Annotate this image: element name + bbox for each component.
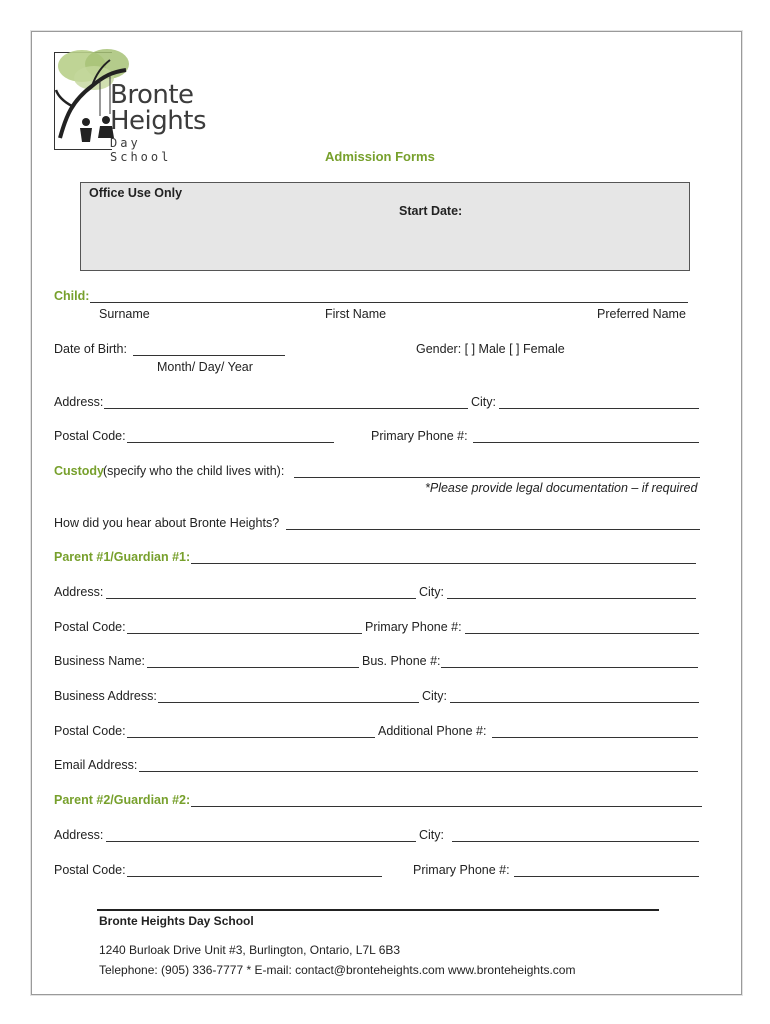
parent2-label: Parent #2/Guardian #2: (54, 793, 191, 807)
footer-contact: Telephone: (905) 336-7777 * E-mail: contact@bronteheights.com www.bronteheights.com (99, 963, 576, 977)
child-address-field[interactable] (104, 408, 468, 409)
parent2-address-field[interactable] (106, 841, 416, 842)
parent1-address-field[interactable] (106, 598, 416, 599)
dob-hint: Month/ Day/ Year (157, 360, 253, 374)
email-field[interactable] (139, 771, 698, 772)
parent1-postal-field[interactable] (127, 633, 362, 634)
parent2-postal-label: Postal Code: (54, 863, 126, 877)
child-address-label: Address: (54, 395, 104, 409)
parent1-city-field[interactable] (447, 598, 696, 599)
parent1-postal2-field[interactable] (127, 737, 375, 738)
parent1-label: Parent #1/Guardian #1: (54, 550, 191, 564)
dob-label: Date of Birth: (54, 342, 127, 356)
child-postal-field[interactable] (127, 442, 334, 443)
logo-text-heights: Heights (110, 106, 206, 136)
custody-field[interactable] (294, 477, 700, 478)
footer-rule (97, 909, 659, 911)
parent1-postal-label: Postal Code: (54, 620, 126, 634)
parent1-phone-label: Primary Phone #: (365, 620, 462, 634)
business-address-label: Business Address: (54, 689, 157, 703)
parent2-name-field[interactable] (191, 806, 702, 807)
parent2-postal-field[interactable] (127, 876, 382, 877)
business-name-label: Business Name: (54, 654, 146, 668)
parent2-city-field[interactable] (452, 841, 699, 842)
office-use-box (80, 182, 690, 271)
hear-label: How did you hear about Bronte Heights? (54, 516, 280, 530)
email-label: Email Address: (54, 758, 138, 772)
parent1-postal2-label: Postal Code: (54, 724, 126, 738)
parent1-address-label: Address: (54, 585, 104, 599)
child-name-field[interactable] (90, 302, 688, 303)
child-city-label: City: (471, 395, 496, 409)
footer-school-name: Bronte Heights Day School (99, 914, 254, 928)
child-phone-field[interactable] (473, 442, 699, 443)
additional-phone-field[interactable] (492, 737, 698, 738)
form-title: Admission Forms (325, 149, 435, 164)
logo-text-day-school: Day School (110, 136, 172, 164)
hear-field[interactable] (286, 529, 700, 530)
parent2-phone-field[interactable] (514, 876, 699, 877)
form-page (31, 31, 742, 995)
first-name-label: First Name (325, 307, 387, 321)
gender-options[interactable]: Gender: [ ] Male [ ] Female (416, 342, 565, 356)
preferred-name-label: Preferred Name (597, 307, 686, 321)
business-name-field[interactable] (147, 667, 359, 668)
school-logo (52, 46, 212, 164)
child-city-field[interactable] (499, 408, 699, 409)
surname-label: Surname (99, 307, 150, 321)
custody-label: Custody (54, 464, 104, 478)
parent1-phone-field[interactable] (465, 633, 699, 634)
parent1-name-field[interactable] (191, 563, 696, 564)
child-label: Child: (54, 289, 90, 303)
office-use-label: Office Use Only (89, 186, 183, 200)
footer-address: 1240 Burloak Drive Unit #3, Burlington, Ontario, L7L 6B3 (99, 943, 401, 957)
logo-text-bronte: Bronte (110, 80, 194, 110)
parent1-city-label: City: (419, 585, 444, 599)
parent2-address-label: Address: (54, 828, 104, 842)
business-city-label: City: (422, 689, 447, 703)
custody-text: (specify who the child lives with): (103, 464, 285, 478)
additional-phone-label: Additional Phone #: (378, 724, 487, 738)
start-date-label: Start Date: (399, 204, 463, 218)
parent2-city-label: City: (419, 828, 444, 842)
child-postal-label: Postal Code: (54, 429, 126, 443)
business-address-field[interactable] (158, 702, 419, 703)
dob-field[interactable] (133, 355, 285, 356)
child-phone-label: Primary Phone #: (371, 429, 468, 443)
bus-phone-field[interactable] (441, 667, 698, 668)
custody-note: *Please provide legal documentation – if required (425, 481, 698, 495)
parent2-phone-label: Primary Phone #: (413, 863, 510, 877)
bus-phone-label: Bus. Phone #: (362, 654, 441, 668)
business-city-field[interactable] (450, 702, 699, 703)
